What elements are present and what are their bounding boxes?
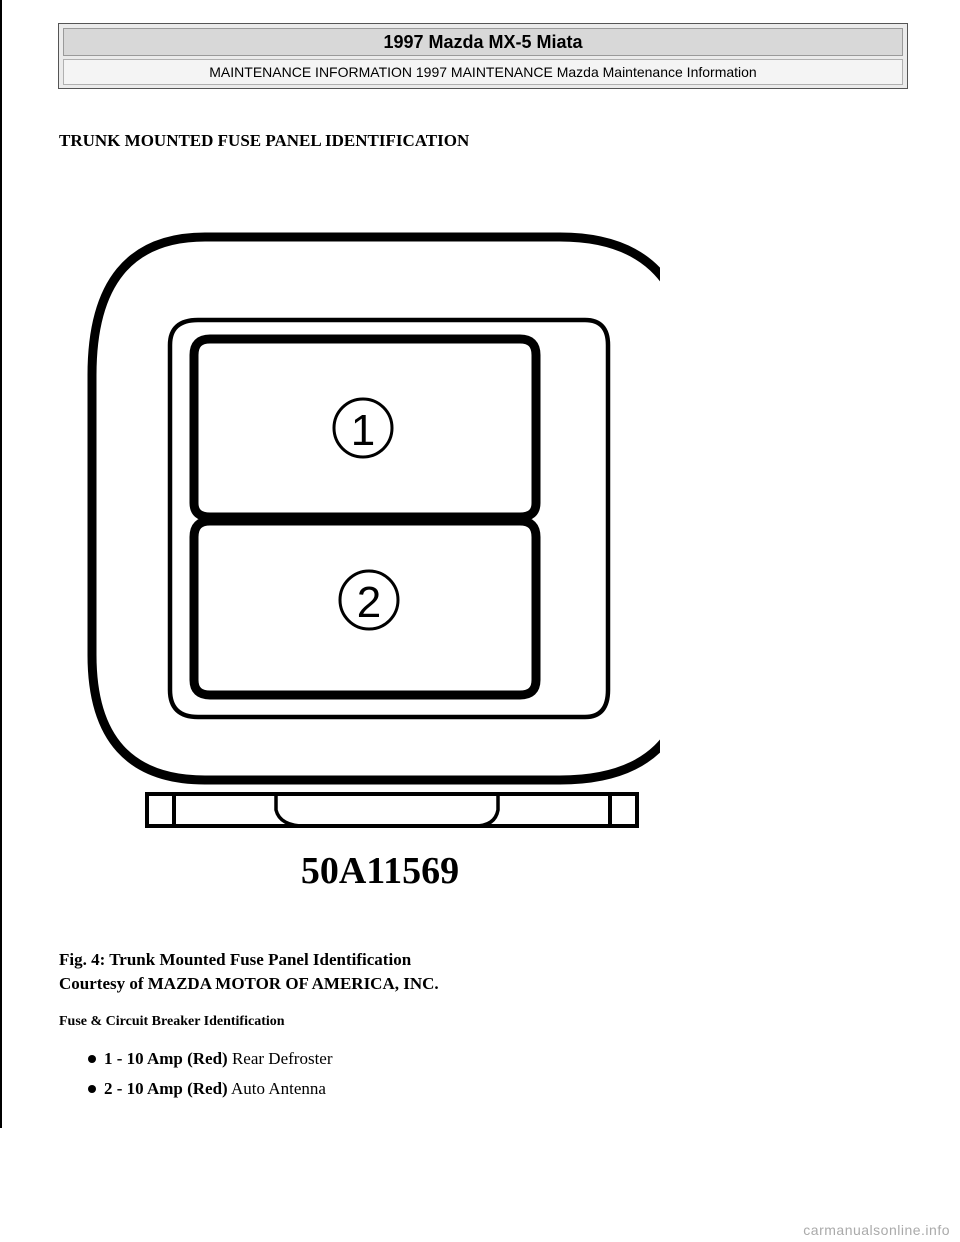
watermark: carmanualsonline.info bbox=[803, 1222, 950, 1238]
page-left-border bbox=[0, 0, 2, 1128]
fuse-description: Rear Defroster bbox=[231, 1049, 333, 1068]
fuse-label: 1 - 10 Amp (Red) bbox=[104, 1049, 228, 1068]
document-subtitle: MAINTENANCE INFORMATION 1997 MAINTENANCE Mazda Maintenance Information bbox=[63, 59, 903, 85]
fuse-label: 2 - 10 Amp (Red) bbox=[104, 1079, 228, 1098]
fuse-list bbox=[60, 1046, 333, 1106]
figure-caption bbox=[59, 948, 439, 996]
fuse-number-2: 2 bbox=[356, 578, 382, 627]
section-title: TRUNK MOUNTED FUSE PANEL IDENTIFICATION bbox=[59, 131, 470, 150]
fuse-list-heading: Fuse & Circuit Breaker Identification bbox=[59, 1014, 285, 1029]
fuse-panel-base-plate bbox=[174, 794, 610, 826]
figure-caption-title: Fig. 4: Trunk Mounted Fuse Panel Identification bbox=[59, 950, 412, 969]
fuse-panel-base-notch bbox=[276, 794, 498, 826]
document-title: 1997 Mazda MX-5 Miata bbox=[63, 28, 903, 56]
figure-part-code: 50A11569 bbox=[300, 850, 460, 892]
figure-caption-credit: Courtesy of MAZDA MOTOR OF AMERICA, INC. bbox=[59, 974, 439, 993]
fuse-number-1: 1 bbox=[350, 406, 376, 455]
fuse-panel-base-left-tab bbox=[147, 794, 174, 826]
document-header bbox=[58, 23, 908, 89]
fuse-panel-figure bbox=[80, 225, 660, 905]
list-item bbox=[60, 1046, 333, 1076]
fuse-description: Auto Antenna bbox=[231, 1079, 326, 1098]
bullet-icon bbox=[88, 1055, 96, 1063]
fuse-panel-base-right-tab bbox=[610, 794, 637, 826]
list-item bbox=[60, 1076, 333, 1106]
fuse-panel-diagram bbox=[80, 225, 660, 905]
bullet-icon bbox=[88, 1085, 96, 1093]
